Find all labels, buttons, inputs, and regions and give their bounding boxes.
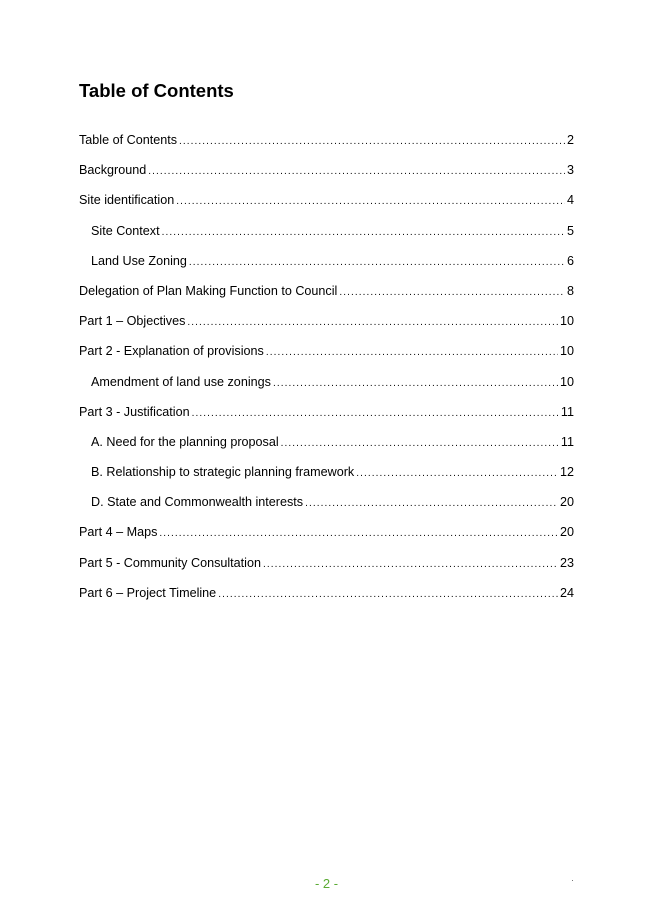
toc-dot-leader — [192, 404, 559, 424]
toc-entry-page: 23 — [559, 555, 574, 570]
toc-dot-leader — [162, 223, 565, 243]
toc-entry[interactable] — [79, 311, 574, 341]
toc-entry-title: Part 3 - Justification — [79, 404, 190, 419]
page-number: - 2 - — [314, 876, 339, 891]
toc-entry[interactable] — [79, 341, 574, 371]
toc-dot-leader — [281, 434, 559, 454]
toc-entry-title: Delegation of Plan Making Function to Council — [79, 283, 338, 298]
toc-entry[interactable] — [79, 462, 574, 492]
toc-entry-title: Part 1 – Objectives — [79, 314, 186, 329]
toc-entry-page: 6 — [566, 253, 574, 268]
toc-dot-leader — [266, 343, 558, 363]
toc-entry-title: Part 2 - Explanation of provisions — [79, 344, 264, 359]
toc-entry-page: 11 — [560, 434, 574, 449]
toc-entry[interactable] — [79, 522, 574, 552]
toc-entry-page: 8 — [566, 283, 574, 298]
toc-entry-page: 24 — [559, 585, 574, 600]
toc-entry[interactable] — [79, 160, 574, 190]
toc-entry-title: A. Need for the planning proposal — [91, 434, 279, 449]
toc-entry-title: Part 4 – Maps — [79, 525, 158, 540]
toc-entry-page: 11 — [560, 404, 574, 419]
toc-entry[interactable] — [79, 190, 574, 220]
toc-entry[interactable] — [79, 583, 574, 613]
toc-entry[interactable] — [79, 553, 574, 583]
toc-entry-title: Table of Contents — [79, 133, 178, 147]
toc-entry-page: 10 — [559, 314, 574, 329]
toc-dot-leader — [176, 192, 565, 212]
toc-dot-leader — [148, 162, 565, 182]
toc-entry-title: Site Context — [91, 223, 160, 238]
toc-dot-leader — [356, 464, 558, 484]
toc-entry[interactable] — [79, 372, 574, 402]
toc-entry-title: Part 6 – Project Timeline — [79, 585, 217, 600]
toc-entry-page: 2 — [566, 133, 574, 147]
toc-dot-leader — [339, 283, 565, 303]
toc-dot-leader — [273, 374, 558, 394]
toc-entry[interactable] — [79, 221, 574, 251]
toc-entry[interactable] — [79, 251, 574, 281]
toc-list — [79, 130, 574, 613]
toc-entry-page: 4 — [566, 193, 574, 208]
toc-heading: Table of Contents — [79, 80, 234, 101]
toc-entry-page: 20 — [559, 525, 574, 540]
toc-entry-title: B. Relationship to strategic planning framework — [91, 465, 355, 480]
toc-entry-title: Site identification — [79, 193, 175, 208]
toc-entry-page: 12 — [559, 465, 574, 480]
toc-entry[interactable] — [79, 402, 574, 432]
toc-entry-page: 20 — [559, 495, 574, 510]
toc-entry-page: 3 — [566, 163, 574, 178]
toc-entry-title: D. State and Commonwealth interests — [91, 495, 304, 510]
scan-speck — [572, 880, 573, 881]
toc-entry-title: Background — [79, 163, 147, 178]
toc-entry-title: Amendment of land use zonings — [91, 374, 271, 389]
toc-dot-leader — [218, 585, 558, 605]
toc-dot-leader — [187, 313, 558, 333]
toc-dot-leader — [159, 524, 558, 544]
toc-entry[interactable] — [79, 281, 574, 311]
toc-dot-leader — [263, 555, 558, 575]
toc-dot-leader — [189, 253, 565, 273]
toc-entry[interactable] — [79, 492, 574, 522]
toc-entry[interactable] — [79, 130, 574, 160]
toc-dot-leader — [179, 132, 565, 152]
toc-entry-page: 10 — [559, 344, 574, 359]
toc-entry-title: Part 5 - Community Consultation — [79, 555, 261, 570]
toc-entry-page: 10 — [559, 374, 574, 389]
toc-entry[interactable] — [79, 432, 574, 462]
toc-entry-title: Land Use Zoning — [91, 253, 187, 268]
toc-dot-leader — [305, 494, 558, 514]
toc-entry-page: 5 — [566, 223, 574, 238]
